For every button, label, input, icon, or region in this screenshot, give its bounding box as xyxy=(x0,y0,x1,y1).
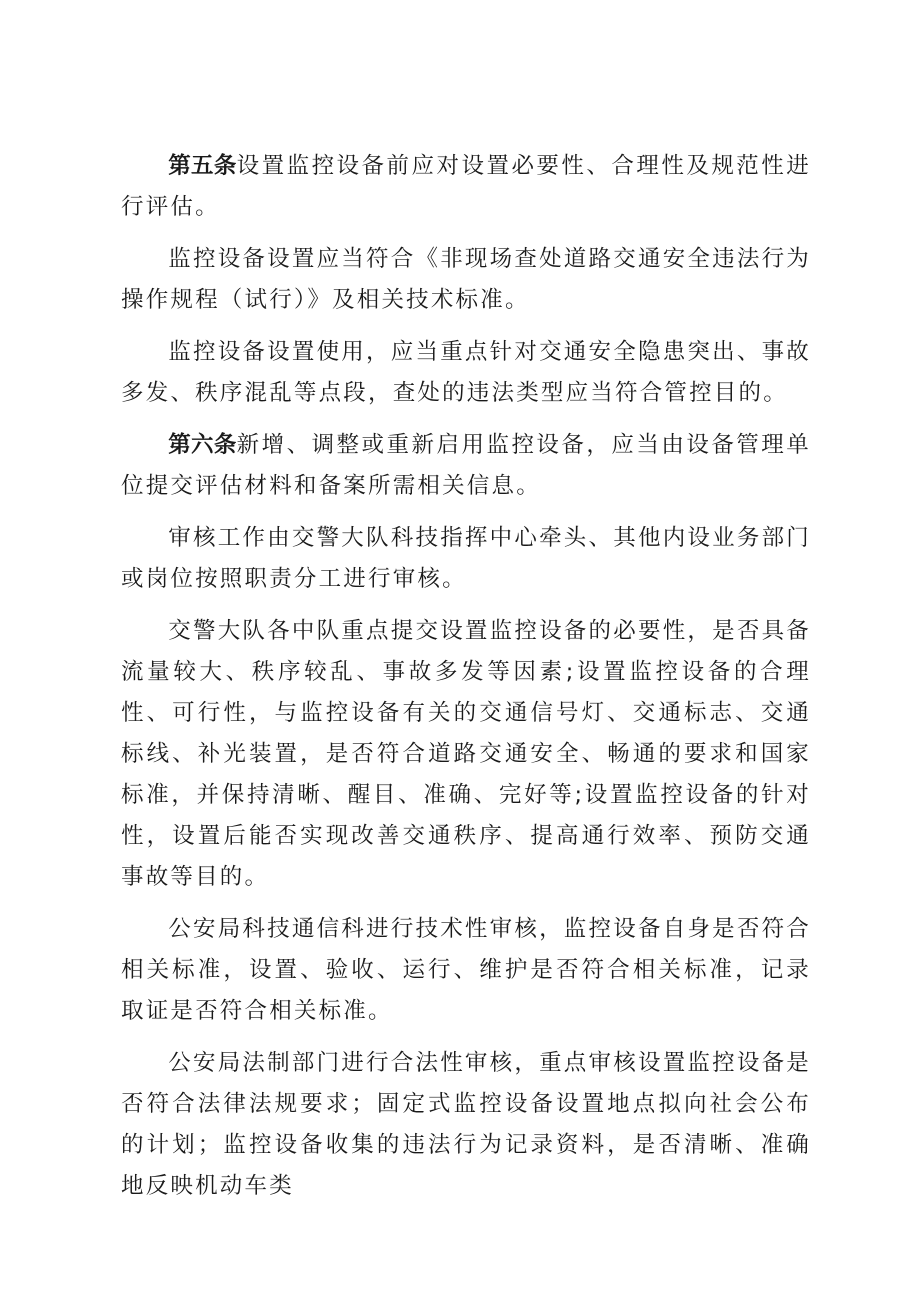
paragraph-text: 审核工作由交警大队科技指挥中心牵头、其他内设业务部门或岗位按照职责分工进行审核。 xyxy=(121,525,811,592)
paragraph-text: 设置监控设备前应对设置必要性、合理性及规范性进行评估。 xyxy=(121,153,811,220)
document-body xyxy=(121,146,811,1218)
paragraph xyxy=(121,909,811,1032)
article-label: 第五条 xyxy=(168,153,237,179)
paragraph-article-6 xyxy=(121,425,811,507)
paragraph-text: 监控设备设置应当符合《非现场查处道路交通安全违法行为操作规程（试行）》及相关技术标准。 xyxy=(121,246,811,313)
paragraph-text: 新增、调整或重新启用监控设备，应当由设备管理单位提交评估材料和备案所需相关信息。 xyxy=(121,432,811,499)
paragraph xyxy=(121,518,811,600)
paragraph xyxy=(121,332,811,414)
paragraph-text: 监控设备设置使用，应当重点针对交通安全隐患突出、事故多发、秩序混乱等点段，查处的违法类型应当符合管控目的。 xyxy=(121,339,811,406)
paragraph-text: 公安局法制部门进行合法性审核，重点审核设置监控设备是否符合法律法规要求；固定式监控设备设置地点拟向社会公布的计划；监控设备收集的违法行为记录资料，是否清晰、准确地反映机动车类 xyxy=(121,1050,811,1199)
paragraph-article-5 xyxy=(121,146,811,228)
paragraph-text: 交警大队各中队重点提交设置监控设备的必要性，是否具备流量较大、秩序较乱、事故多发等因素;设置监控设备的合理性、可行性，与监控设备有关的交通信号灯、交通标志、交通标线、补光装置，是否符合道路交通安全、畅通的要求和国家标准，并保持清晰、醒目、准确、完好等;设置监控设备的针对性，设置后能否实现改善交通秩序、提高通行效率、预防交通事故等目的。 xyxy=(121,618,811,890)
paragraph xyxy=(121,1043,811,1207)
paragraph xyxy=(121,611,811,898)
paragraph-text: 公安局科技通信科进行技术性审核，监控设备自身是否符合相关标准，设置、验收、运行、维护是否符合相关标准，记录取证是否符合相关标准。 xyxy=(121,916,811,1024)
paragraph xyxy=(121,239,811,321)
article-label: 第六条 xyxy=(168,432,237,458)
